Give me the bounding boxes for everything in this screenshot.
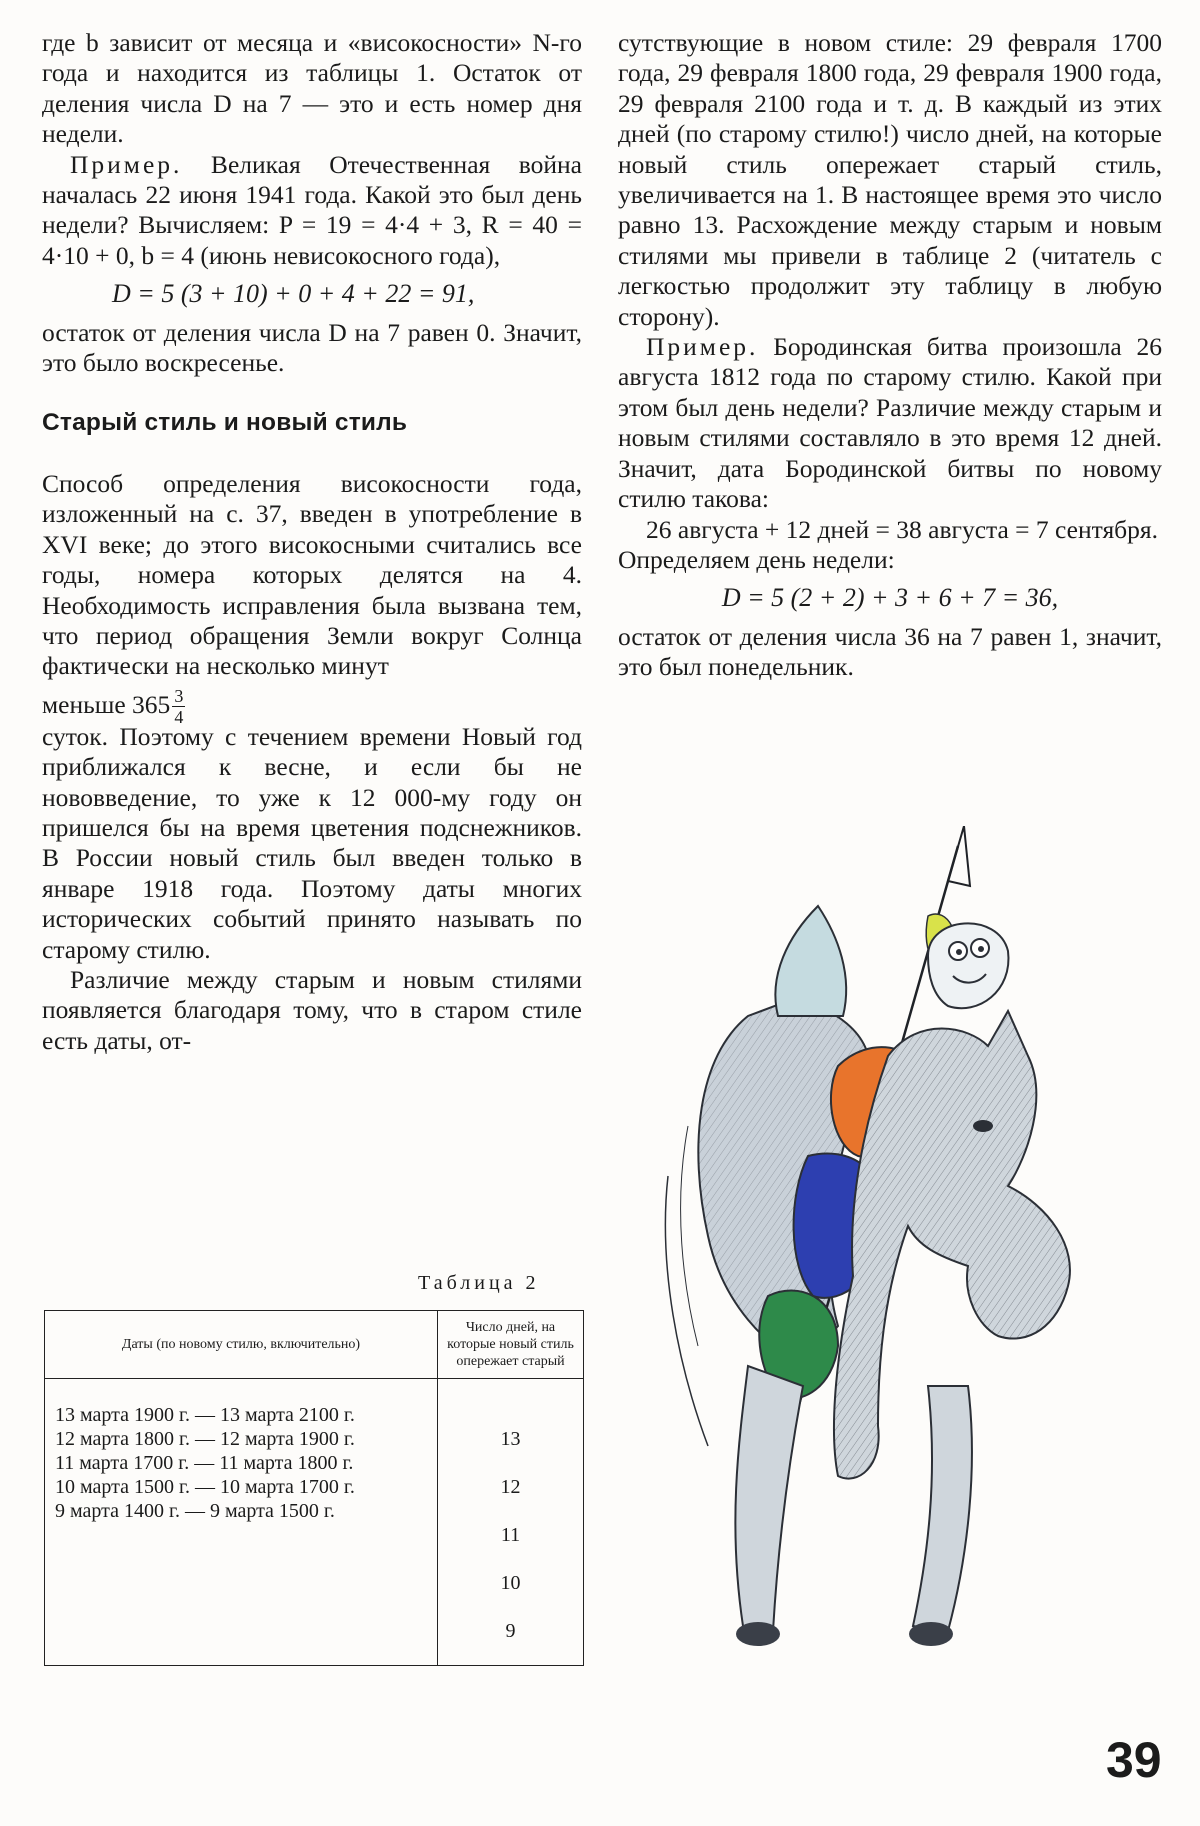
spear-tip (948, 826, 970, 886)
formula: D = 5 (2 + 2) + 3 + 6 + 7 = 36, (721, 583, 1059, 613)
table-header-row (45, 1311, 584, 1379)
right-column (618, 28, 1162, 683)
paragraph: Способ определения високосности года, изложенный на с. 37, введен в употребление в XVI веке; до этого високосными считались все годы, номера которых делятся на 4. Необходимость исправления была вызвана тем, что период обращения Земли вокруг Солнца фактически на несколько минут (42, 468, 582, 681)
page-number: 39 (1106, 1732, 1162, 1788)
table-row-days: 12 (500, 1476, 521, 1498)
table-row-dates: 13 марта 1900 г. — 13 марта 2100 г. (55, 1404, 355, 1426)
sketch-stroke (665, 1176, 708, 1446)
helmet (775, 906, 846, 1016)
hoof-right (909, 1622, 953, 1646)
paragraph: где b зависит от месяца и «високосности» N-го года и находится из таблицы 1. Остаток от деления числа D на 7 — это и есть номер дня недели. (42, 28, 582, 149)
paragraph: сутствующие в новом стиле: 29 февраля 1700 года, 29 февраля 1800 года, 29 февраля 1900 года, 29 февраля 2100 года и т. д. В каждый из этих дней (по старому стилю!) число дней, на которые новый стиль опережает старый стиль, увеличивается на 1. В настоящее время это число равно 13. Расхождение между старым и новым стилями мы привели в таблице 2 (читатель с легкостью продолжит эту таблицу в любую сторону). (618, 28, 1162, 331)
table-row-days: 9 (505, 1620, 516, 1642)
table-row-days: 11 (500, 1524, 521, 1546)
example-label: Пример. (646, 332, 759, 362)
table-row-days: 10 (500, 1572, 521, 1594)
example-text: Великая Отечественная война началась 22 июня 1941 года. Какой это был день недели? Вычисляем: P = 19 = 4·4 + 3, R = 40 = 4·10 + 0, b = 4 (июнь невисокосного года), (42, 149, 582, 270)
rider-illustration (628, 826, 1160, 1688)
paragraph: суток. Поэтому с течением времени Новый год приближался к весне, и если бы не нововведение, то уже к 12 000-му году он пришелся бы на время цветения подснежников. В России новый стиль был введен только в январе 1918 года. Поэтому даты многих исторических событий принято называть по старому стилю. (42, 721, 582, 964)
sketch-stroke (681, 1126, 698, 1346)
paragraph: Определяем день недели: (618, 544, 895, 574)
table-body-row (45, 1379, 584, 1666)
table-row-dates: 9 марта 1400 г. — 9 марта 1500 г. (55, 1500, 335, 1522)
pupil-right (978, 946, 984, 952)
hoof-left (736, 1622, 780, 1646)
table-caption: Таблица 2 (418, 1272, 540, 1294)
paragraph: Различие между старым и новым стилями появляется благодаря тому, что в старом стиле есть даты, от- (42, 964, 582, 1055)
table-row-dates: 11 марта 1700 г. — 11 марта 1800 г. (55, 1452, 354, 1474)
paragraph: остаток от деления числа D на 7 равен 0. Значит, это было воскресенье. (42, 317, 582, 378)
table-row-dates: 10 марта 1500 г. — 10 марта 1700 г. (55, 1476, 355, 1498)
horse-leg-right (913, 1386, 972, 1631)
formula: D = 5 (3 + 10) + 0 + 4 + 22 = 91, (112, 279, 475, 309)
horse-eye (973, 1120, 993, 1132)
fraction-numerator: 3 (174, 686, 184, 707)
date-calculation: 26 августа + 12 дней = 38 августа = 7 сентября. (646, 514, 1159, 544)
example-label: Пример. (70, 149, 183, 179)
table-header-days: Число дней, на которые новый стиль опережает старый (438, 1311, 584, 1379)
section-title: Старый стиль и новый стиль (42, 409, 408, 437)
table-2 (44, 1310, 584, 1666)
horse-leg-left (735, 1366, 803, 1631)
fraction-denominator: 4 (174, 707, 184, 728)
example-paragraph (42, 150, 582, 272)
left-column (42, 28, 582, 1056)
pupil-left (956, 949, 962, 955)
days-cell (438, 1379, 584, 1666)
table-row-dates: 12 марта 1800 г. — 12 марта 1900 г. (55, 1428, 355, 1450)
example-paragraph (618, 332, 1162, 514)
fraction-lead-text: меньше 365 (42, 689, 171, 719)
paragraph: остаток от деления числа 36 на 7 равен 1, значит, это был понедельник. (618, 621, 1162, 682)
dates-cell (45, 1379, 438, 1666)
table-header-dates: Даты (по новому стилю, включительно) (45, 1311, 438, 1379)
example-text: Бородинская битва произошла 26 августа 1812 года по старому стилю. Какой при этом был день недели? Различие между старым и новым стилями составляло в это время 12 дней. Значит, дата Бородинской битвы по новому стилю такова: (618, 332, 1162, 514)
small-figure-head (928, 923, 1008, 1008)
table-row-days: 13 (500, 1428, 521, 1450)
